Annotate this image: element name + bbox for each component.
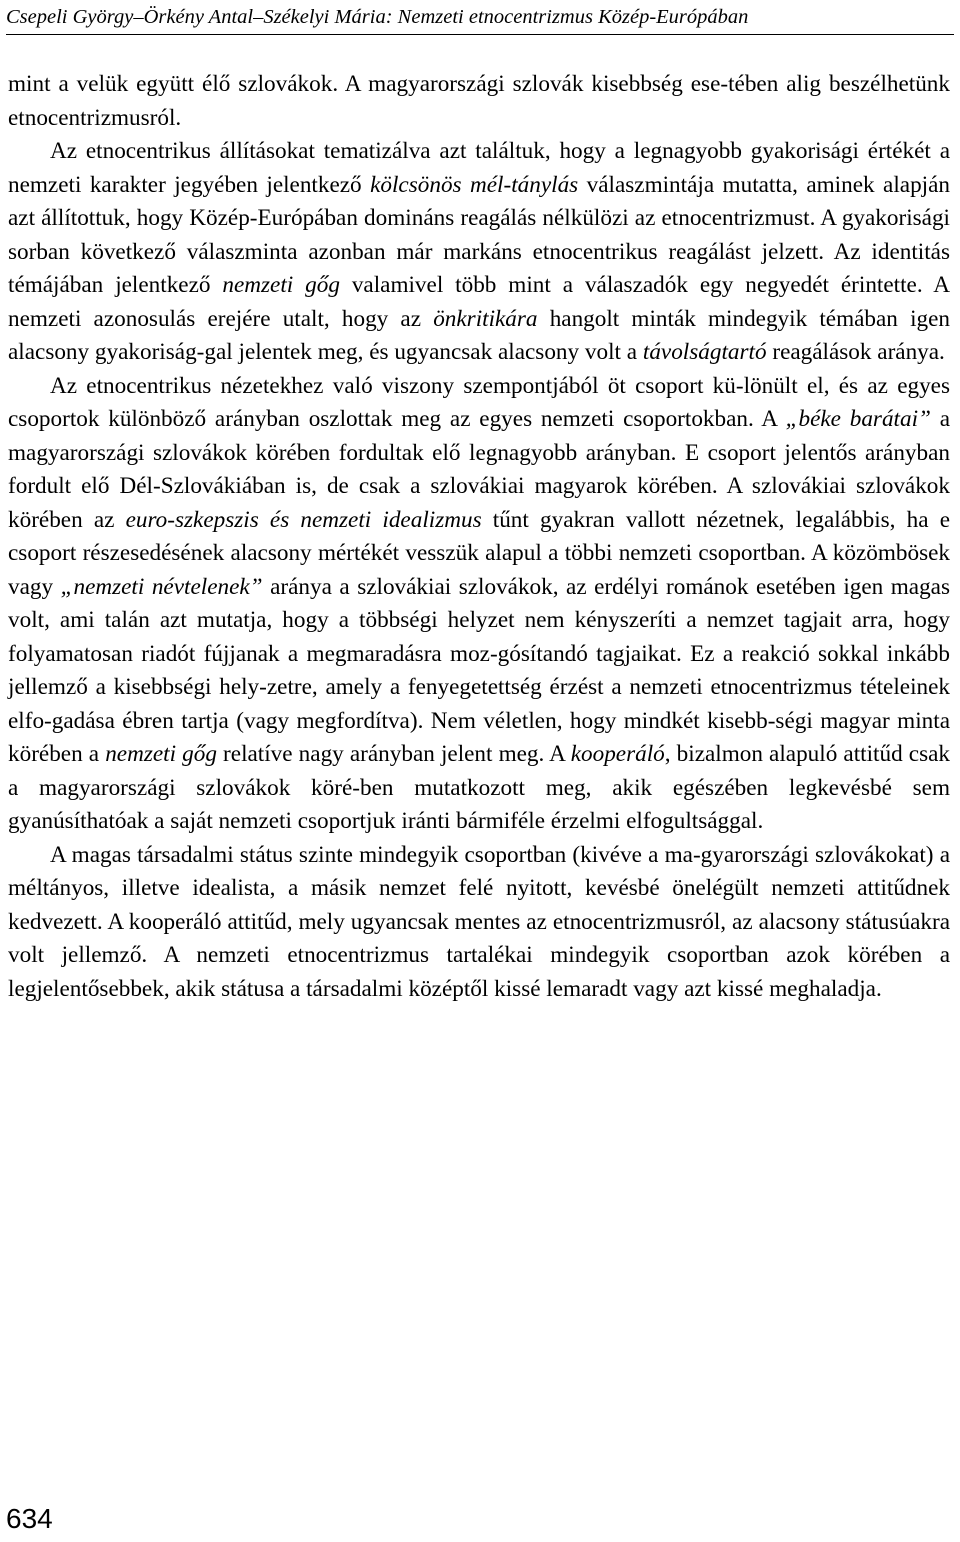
- paragraph: [8, 68, 950, 135]
- text-run: reagálások aránya.: [766, 339, 945, 365]
- text-run: válaszmintája mutatta, aminek alapján azt állítottuk, hogy Közép-Európában domináns reagálás nélkülözi az etnocentrizmust. A gyakorisági sorban következő válaszminta azonban már markáns etnocentrikus reagálást jelzett. Az identitás témájában jelentkező: [8, 171, 950, 298]
- text-run: A magas társadalmi státus szinte mindegyik csoportban (kivéve a ma-gyarországi szlovákokat) a méltányos, illetve idealista, a másik nemzet felé nyitott, kevésbé önelégült nemzeti attitűdnek kedvezett. A kooperáló attitűd, mely ugyancsak mentes az etnocentrizmusról, az alacsony státusúakra volt jellemző. A nemzeti etnocentrizmus tartalékai mindegyik csoportban azok körében a legjelentősebbek, akik státusa a társadalmi középtől kissé lemaradt vagy azt kissé meghaladja.: [8, 841, 950, 1002]
- text-run: a magyarországi szlovákok körében fordultak elő legnagyobb arányban. E csoport jelentős arányban fordult elő Dél-Szlovákiában is, de csak a szlovákiai magyarok körében. A szlovákiai szlovákok körében az: [8, 406, 951, 533]
- text-run: Az etnocentrikus állításokat tematizálva azt találtuk, hogy a legnagyobb gyakorisági értékét a nemzeti karakter jegyében jelentkező: [8, 138, 950, 198]
- paragraph: [8, 839, 950, 1007]
- body-text: [8, 68, 950, 1006]
- text-run: aránya a szlovákiai szlovákok, az erdélyi románok esetében igen magas volt, ami talán azt mutatja, hogy a többségi helyzet nem kényszeríti a nemzet tagjait arra, hogy folyamatosan riadót fújjanak a megmaradásra moz-gósítandó tagjaikat. Ez a reakció sokkal inkább jellemző a kisebbségi hely-zetre, amely a fenyegetettség érzést a nemzeti etnocentrizmus tételeinek elfo-gadása ébren tartja (vagy megfordítva). Nem véletlen, hogy mindkét kisebb-ségi magyar minta körében a: [8, 573, 950, 767]
- text-run: relatíve nagy arányban jelent meg. A: [216, 741, 571, 767]
- running-header: [6, 2, 954, 35]
- paragraph: [8, 370, 950, 839]
- italic-term: nemzeti gőg: [222, 272, 340, 298]
- italic-term: „béke barátai”: [785, 406, 931, 432]
- page-number: 634: [6, 1503, 53, 1534]
- text-run: , bizalmon alapuló attitűd csak a magyarországi szlovákok köré-ben mutatkozott meg, akik egészében legkevésbé sem gyanúsíthatóak a saját nemzeti csoportjuk iránti bármiféle érzelmi elfogultsággal.: [8, 741, 950, 834]
- italic-term: önkritikára: [433, 305, 538, 332]
- italic-term: nemzeti gőg: [105, 741, 217, 767]
- italic-term: távolságtartó: [642, 339, 767, 365]
- italic-term: „nemzeti névtelenek”: [60, 573, 263, 600]
- text-run: Az etnocentrikus nézetekhez való viszony szempontjából öt csoport kü-lönült el, és az egyes csoportok különböző arányban oszlottak meg az egyes nemzeti csoportokban. A: [8, 372, 950, 432]
- italic-term: euro-szkepszis és nemzeti idealizmus: [125, 506, 482, 533]
- text-run: tűnt gyakran vallott nézetnek, legalábbis, ha e csoport részesedésének alacsony mértékét vesszük alapul a többi nemzeti csoportban. A közömbösek vagy: [8, 506, 950, 600]
- text-run: hangolt minták mindegyik témában igen alacsony gyakoriság-gal jelentek meg, és ugyancsak alacsony volt a: [8, 305, 950, 365]
- text-run: valamivel több mint a válaszadók egy negyedét érintette. A nemzeti azonosulás erejére utalt, hogy az: [8, 272, 950, 332]
- text-run: mint a velük együtt élő szlovákok. A magyarországi szlovák kisebbség ese-tében alig beszélhetünk etnocentrizmusról.: [8, 71, 950, 131]
- italic-term: kölcsönös mél-tánylás: [370, 171, 579, 198]
- italic-term: kooperáló: [570, 741, 665, 767]
- paragraph: [8, 135, 950, 370]
- running-title: Csepeli György–Örkény Antal–Székelyi Mária: Nemzeti etnocentrizmus Közép-Európában: [6, 6, 749, 28]
